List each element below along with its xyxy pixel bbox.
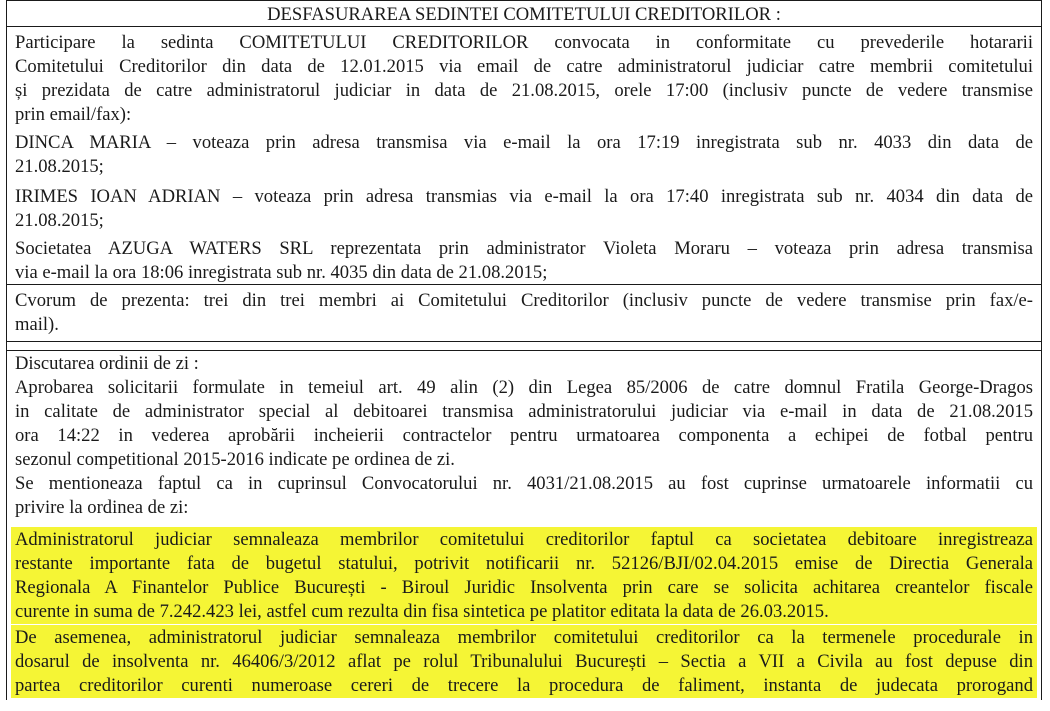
cvorum-line: Cvorum de prezenta: trei din trei membri ai Comitetului Creditorilor (inclusiv puncte de vedere transmise prin fax/e- xyxy=(15,290,1033,311)
cvorum-section xyxy=(7,285,1041,342)
member-vote-irimes-date: 21.08.2015; xyxy=(15,210,104,231)
cvorum-line: mail). xyxy=(15,314,59,335)
member-vote-dinca: DINCA MARIA – voteaza prin adresa transmisa via e-mail la ora 17:19 inregistrata sub nr. 4033 din data de xyxy=(15,132,1033,153)
document-title: DESFASURAREA SEDINTEI COMITETULUI CREDITORILOR : xyxy=(267,4,781,25)
agenda-line: Se mentioneaza faptul ca in cuprinsul Convocatorului nr. 4031/21.08.2015 au fost cuprinse urmatoarele informatii cu xyxy=(15,473,1033,494)
participare-line: prin email/fax): xyxy=(15,104,132,125)
member-vote-azuga: Societatea AZUGA WATERS SRL reprezentata prin administrator Violeta Moraru – voteaza prin adresa transmisa xyxy=(15,238,1033,259)
agenda-line: privire la ordinea de zi: xyxy=(15,497,189,518)
document-page xyxy=(6,0,1042,700)
agenda-heading: Discutarea ordinii de zi : xyxy=(15,353,199,374)
highlighted-line: curente in suma de 7.242.423 lei, astfel cum rezulta din fisa sintetica pe platitor editata la data de 26.03.2015. xyxy=(11,599,1037,624)
member-vote-irimes: IRIMES IOAN ADRIAN – voteaza prin adresa transmias via e-mail la ora 17:40 inregistrata sub nr. 4034 din data de xyxy=(15,186,1033,207)
highlighted-line: De asemenea, administratorul judiciar semnaleaza membrilor comitetului creditorilor ca la termenele procedurale in xyxy=(11,625,1037,650)
participare-section xyxy=(7,27,1041,285)
agenda-line: sezonul competitional 2015-2016 indicate pe ordinea de zi. xyxy=(15,449,455,470)
highlighted-line: partea creditorilor curenti numeroase cereri de trecere la procedura de faliment, instanta de judecata prorogand xyxy=(11,673,1037,698)
discutare-section xyxy=(7,351,1041,711)
agenda-line: Aprobarea solicitarii formulate in temeiul art. 49 alin (2) din Legea 85/2006 de catre domnul Fratila George-Dragos xyxy=(15,377,1033,398)
highlighted-line: Regionala A Finantelor Publice București - Biroul Juridic Insolventa prin care se solicita achitarea creantelor fiscale xyxy=(11,575,1037,600)
highlighted-line: dosarul de insolventa nr. 46406/3/2012 aflat pe rolul Tribunalului București – Sectia a VII a Civila au fost depuse din xyxy=(11,649,1037,674)
participare-line: Comitetului Creditorilor din data de 12.01.2015 via email de catre administratorul judiciar catre membrii comitetului xyxy=(15,56,1033,77)
highlighted-line: restante importante fata de bugetul statului, potrivit notificarii nr. 52126/BJI/02.04.2015 emise de Directia Generala xyxy=(11,551,1037,576)
participare-line: Participare la sedinta COMITETULUI CREDITORILOR convocata in conformitate cu prevederile hotararii xyxy=(15,32,1033,53)
highlighted-line: Administratorul judiciar semnaleaza membrilor comitetului creditorilor faptul ca societatea debitoare inregistreaza xyxy=(11,527,1037,552)
title-row xyxy=(7,0,1041,27)
agenda-line: in calitate de administrator special al debitoarei transmisa administratorului judiciar via e-mail in data de 21.08.2015 xyxy=(15,401,1033,422)
member-vote-dinca-date: 21.08.2015; xyxy=(15,156,104,177)
member-vote-azuga-date: via e-mail la ora 18:06 inregistrata sub nr. 4035 din data de 21.08.2015; xyxy=(15,262,548,283)
section-spacer xyxy=(7,342,1041,351)
agenda-line: ora 14:22 in vederea aprobării incheierii contractelor pentru urmatoarea componenta a echipei de fotbal pentru xyxy=(15,425,1033,446)
participare-line: și prezidata de catre administratorul judiciar in data de 21.08.2015, orele 17:00 (inclusiv puncte de vedere transmise xyxy=(15,80,1033,101)
